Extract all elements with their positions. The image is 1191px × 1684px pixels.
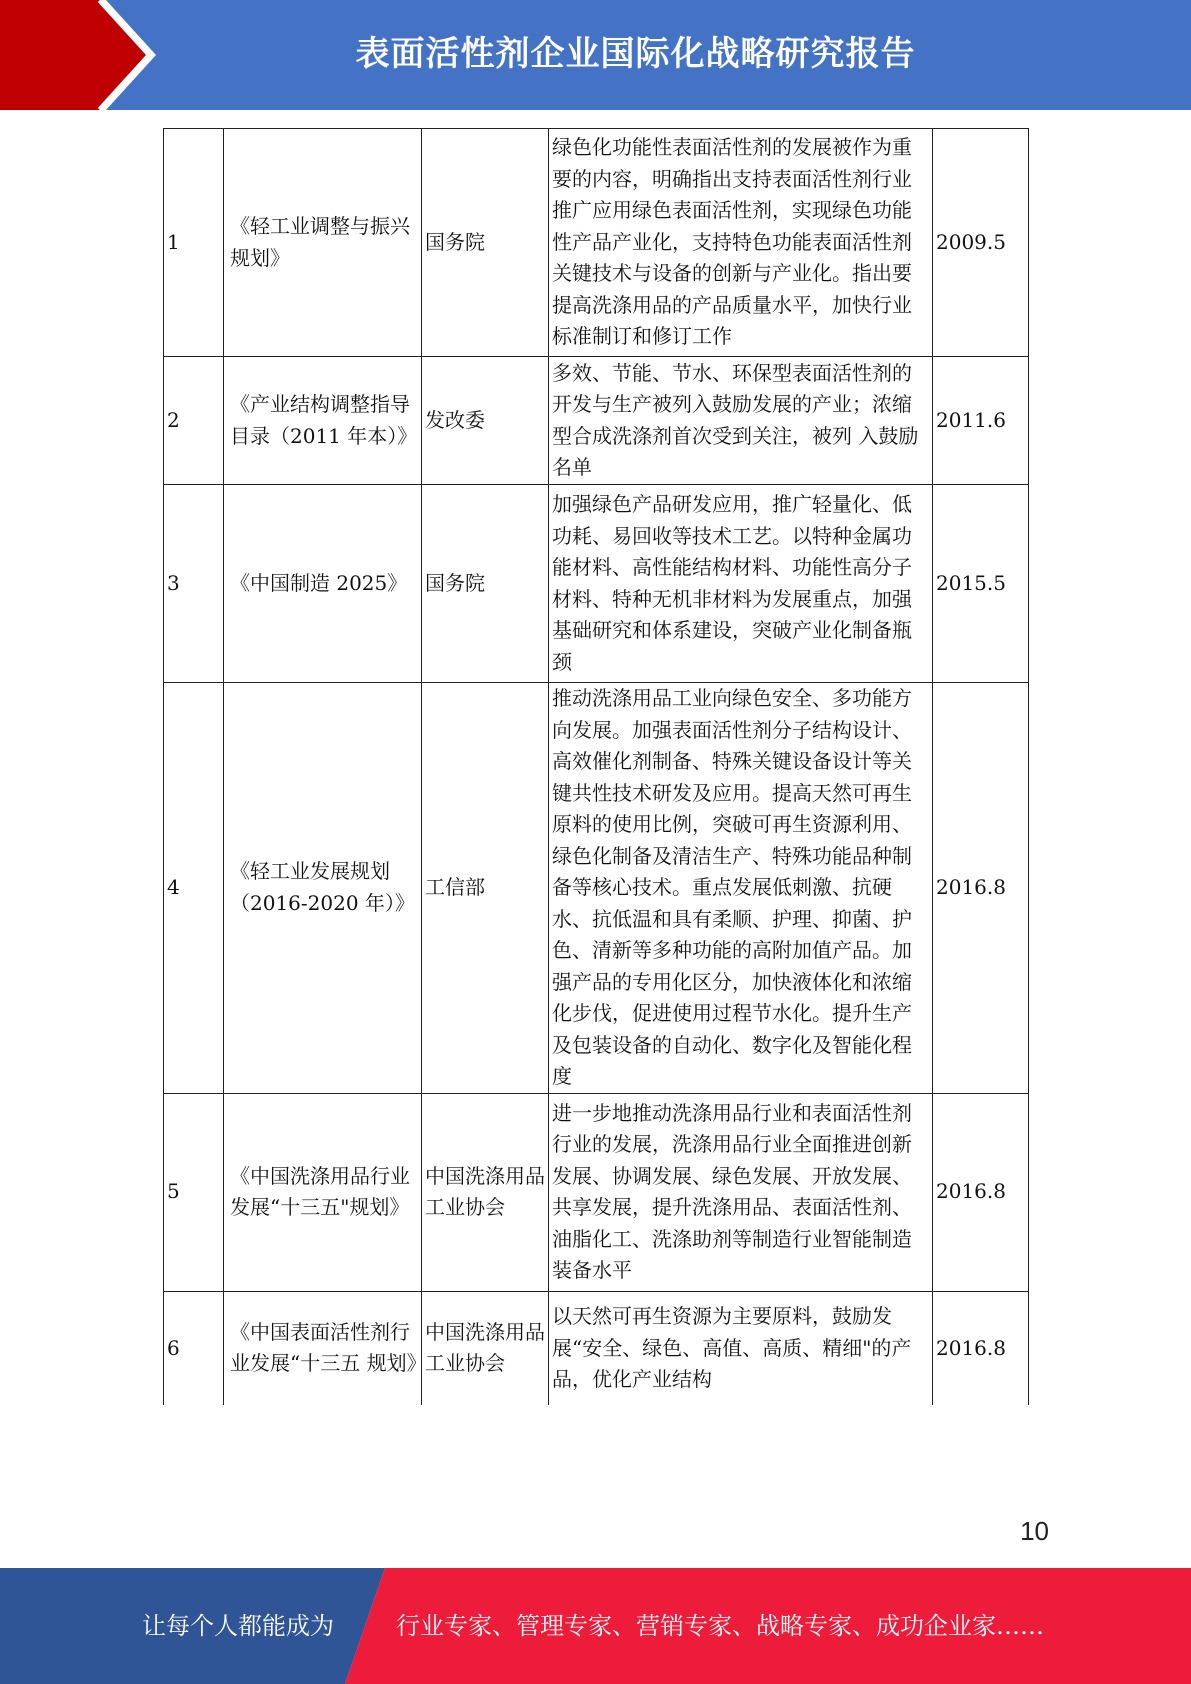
issuing-body: 工信部 [422, 683, 549, 1094]
issue-date: 2016.8 [933, 1093, 1029, 1291]
table-row [164, 1291, 1029, 1405]
issuing-body: 中国洗涤用品工业协会 [422, 1291, 549, 1405]
policy-description: 推动洗涤用品工业向绿色安全、多功能方向发展。加强表面活性剂分子结构设计、高效催化剂制备、特殊关键设备设计等关键共性技术研发及应用。提高天然可再生原料的使用比例，突破可再生资源利用、绿色化制备及清洁生产、特殊功能品种制备等核心技术。重点发展低刺激、抗硬水、抗低温和具有柔顺、护理、抑菌、护色、清新等多种功能的高附加值产品。加强产品的专用化区分，加快液体化和浓缩化步伐，促进使用过程节水化。提升生产及包装设备的自动化、数字化及智能化程度 [549, 683, 933, 1094]
policy-name: 《中国洗涤用品行业发展“十三五"规划》 [224, 1093, 422, 1291]
issuing-body: 国务院 [422, 485, 549, 683]
table-row [164, 357, 1029, 485]
table-row [164, 129, 1029, 357]
policy-description: 绿色化功能性表面活性剂的发展被作为重要的内容，明确指出支持表面活性剂行业推广应用绿色表面活性剂，实现绿色功能性产品产业化，支持特色功能表面活性剂关键技术与设备的创新与产业化。指出要提高洗涤用品的产品质量水平，加快行业标准制订和修订工作 [549, 129, 933, 357]
table-row [164, 683, 1029, 1094]
policy-name: 《产业结构调整指导目录（2011 年本）》 [224, 357, 422, 485]
table-row [164, 1093, 1029, 1291]
table-row [164, 485, 1029, 683]
issuing-body: 国务院 [422, 129, 549, 357]
policy-description: 进一步地推动洗涤用品行业和表面活性剂行业的发展，洗涤用品行业全面推进创新发展、协调发展、绿色发展、开放发展、共享发展，提升洗涤用品、表面活性剂、油脂化工、洗涤助剂等制造行业智能制造装备水平 [549, 1093, 933, 1291]
footer-slogan-right: 行业专家、管理专家、营销专家、战略专家、成功企业家…… [396, 1612, 1044, 1640]
policy-description: 加强绿色产品研发应用，推广轻量化、低功耗、易回收等技术工艺。以特种金属功能材料、高性能结构材料、功能性高分子材料、特种无机非材料为发展重点，加强基础研究和体系建设，突破产业化制备瓶颈 [549, 485, 933, 683]
row-number: 3 [164, 485, 224, 683]
row-number: 4 [164, 683, 224, 1094]
row-number: 6 [164, 1291, 224, 1405]
issue-date: 2011.6 [933, 357, 1029, 485]
policy-description: 多效、节能、节水、环保型表面活性剂的开发与生产被列入鼓励发展的产业；浓缩型合成洗涤剂首次受到关注，被列 入鼓励名单 [549, 357, 933, 485]
issuing-body: 中国洗涤用品工业协会 [422, 1093, 549, 1291]
report-title: 表面活性剂企业国际化战略研究报告 [355, 34, 916, 74]
page-number: 10 [1020, 1516, 1049, 1546]
row-number: 5 [164, 1093, 224, 1291]
issue-date: 2015.5 [933, 485, 1029, 683]
row-number: 2 [164, 357, 224, 485]
row-number: 1 [164, 129, 224, 357]
issue-date: 2009.5 [933, 129, 1029, 357]
page-footer [0, 1568, 1191, 1684]
policy-name: 《中国表面活性剂行业发展“十三五 规划》 [224, 1291, 422, 1405]
policy-name: 《轻工业调整与振兴规划》 [224, 129, 422, 357]
page-header [0, 0, 1191, 110]
policy-description: 以天然可再生资源为主要原料，鼓励发展“安全、绿色、高值、高质、精细"的产品，优化产业结构 [549, 1291, 933, 1405]
policy-name: 《中国制造 2025》 [224, 485, 422, 683]
issue-date: 2016.8 [933, 683, 1029, 1094]
policy-table [163, 128, 1029, 1405]
policy-name: 《轻工业发展规划（2016-2020 年）》 [224, 683, 422, 1094]
issue-date: 2016.8 [933, 1291, 1029, 1405]
footer-slogan-left: 让每个人都能成为 [142, 1612, 334, 1640]
issuing-body: 发改委 [422, 357, 549, 485]
header-arrow-decoration [0, 0, 160, 110]
